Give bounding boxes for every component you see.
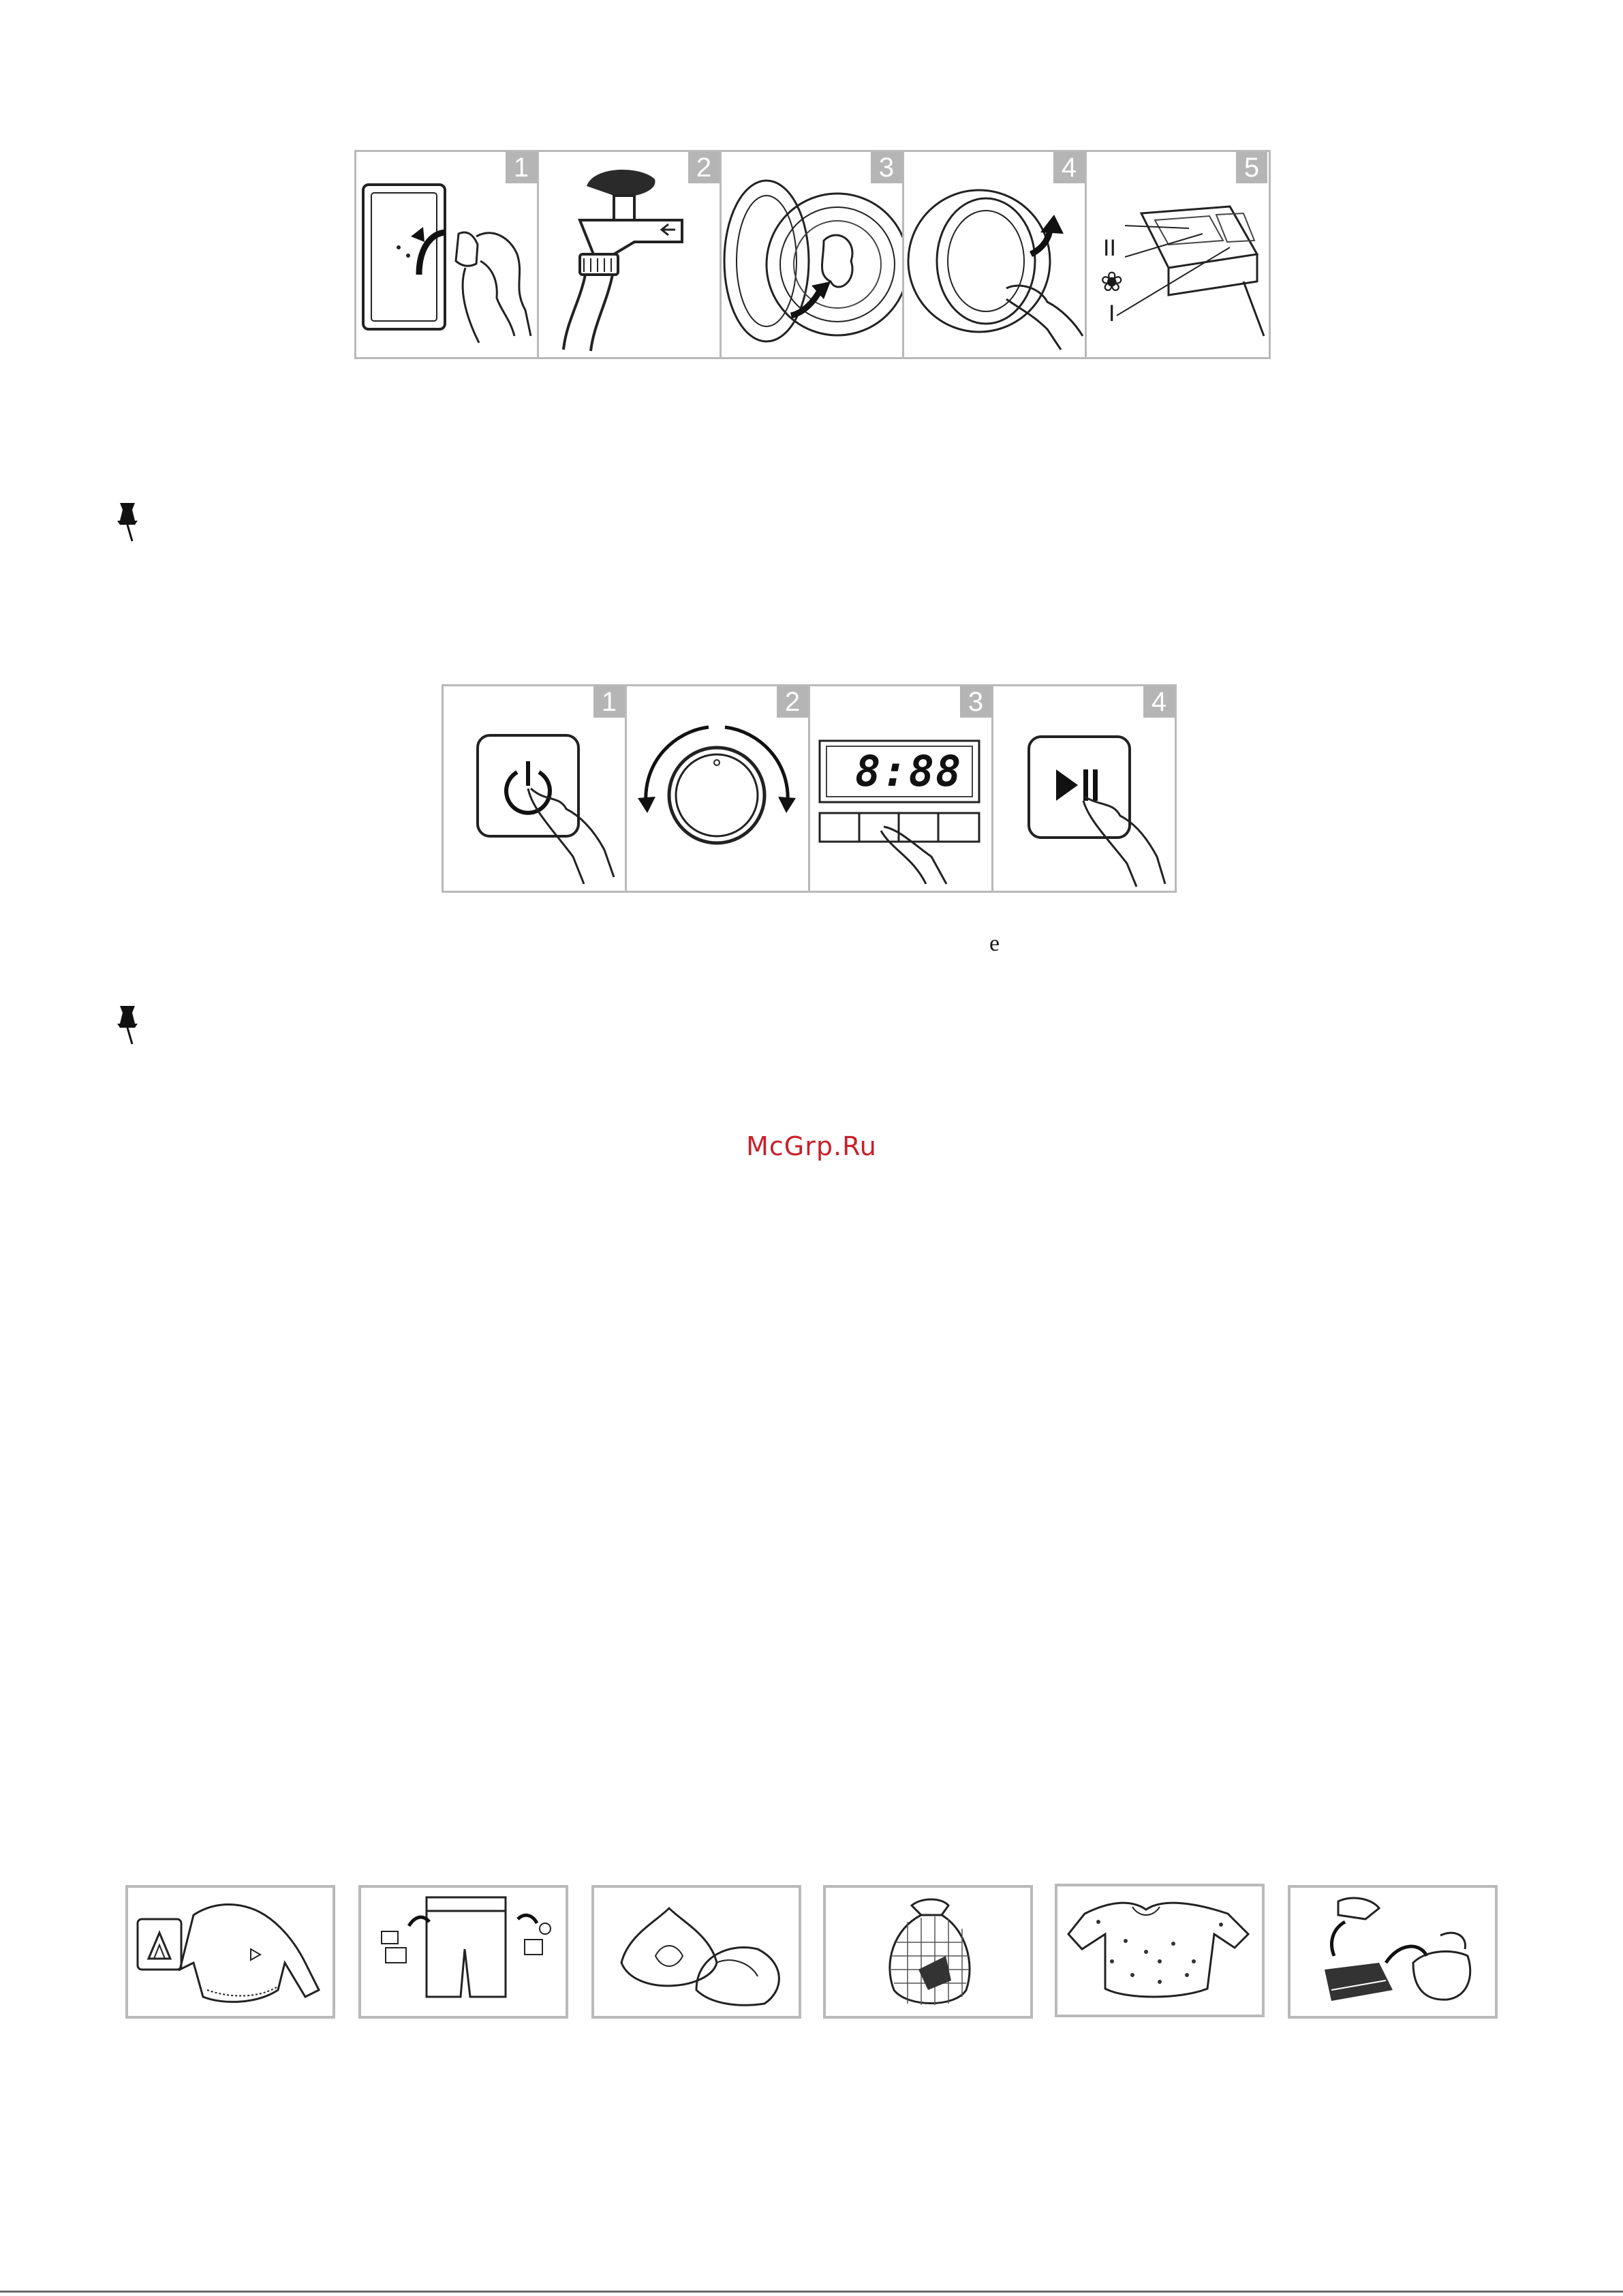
setup-step-add-detergent [1087, 152, 1267, 357]
step-number: 2 [777, 686, 808, 718]
step-number: 5 [1236, 152, 1267, 183]
close-door-illustration [904, 152, 1085, 357]
tip-use-laundry-net [823, 1885, 1033, 2019]
operation-step-start-pause [993, 686, 1175, 891]
step-number: 3 [871, 152, 902, 183]
operation-step-set-options [810, 686, 993, 891]
power-button-illustration [444, 686, 625, 891]
tip-turn-inside-out [1055, 1884, 1265, 2017]
step-number: 4 [1143, 686, 1175, 718]
step-number: 2 [688, 152, 720, 183]
start-pause-button-illustration [993, 686, 1175, 891]
water-tap-illustration [539, 152, 720, 357]
setup-step-plug-in [356, 152, 539, 357]
care-label-sweater-illustration [128, 1888, 333, 2016]
footer-rule [0, 2291, 1623, 2293]
softener-compartment-mark: ❀ [1100, 266, 1124, 298]
load-laundry-illustration [722, 152, 902, 357]
setup-step-water-tap [539, 152, 722, 357]
setup-steps-strip [354, 150, 1271, 359]
step-number: 1 [593, 686, 625, 718]
setup-step-close-door [904, 152, 1087, 357]
tied-garments-illustration [594, 1888, 799, 2016]
operation-steps-strip [442, 684, 1177, 893]
watermark: McGrp.Ru [746, 1131, 877, 1161]
plug-socket-illustration [356, 152, 537, 357]
laundry-net-bag-illustration [826, 1888, 1030, 2016]
prewash-compartment-mark: I [1109, 301, 1115, 326]
digital-display-readout: 8:88 [855, 746, 963, 796]
trousers-pockets-illustration [361, 1888, 566, 2016]
setup-step-load-laundry [722, 152, 904, 357]
sorting-clothes-illustration [1290, 1888, 1495, 2016]
step-number: 4 [1053, 152, 1085, 183]
step-number: 3 [960, 686, 991, 718]
tip-empty-pockets [358, 1885, 568, 2019]
tip-close-zips-ties [591, 1885, 801, 2019]
main-wash-compartment-mark: II [1103, 235, 1116, 261]
stray-text-fragment: e [989, 931, 1000, 956]
pushpin-note-icon [114, 500, 143, 542]
tip-check-care-label [125, 1885, 335, 2019]
pushpin-note-icon [114, 1003, 143, 1045]
operation-step-select-program [627, 686, 810, 891]
program-knob-illustration [627, 686, 808, 891]
tip-sort-laundry [1288, 1885, 1498, 2019]
operation-step-power-on [444, 686, 627, 891]
step-number: 1 [506, 152, 537, 183]
patterned-shirt-illustration [1057, 1886, 1262, 2015]
